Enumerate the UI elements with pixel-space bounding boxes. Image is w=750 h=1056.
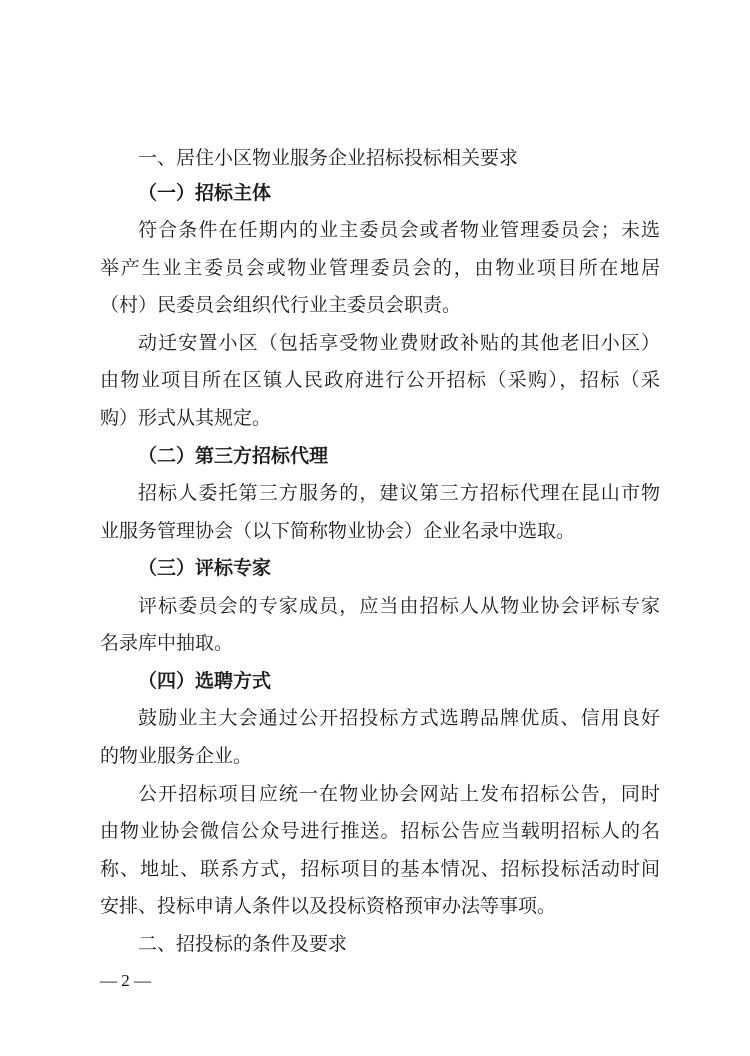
paragraph-line: 购）形式从其规定。 <box>100 407 272 429</box>
paragraph-line: 动迁安置小区（包括享受物业费财政补贴的其他老旧小区） <box>138 332 660 354</box>
subsection-heading-selection: （四）选聘方式 <box>138 670 272 692</box>
paragraph-line: 业服务管理协会（以下简称物业协会）企业名录中选取。 <box>100 520 576 542</box>
subsection-heading-experts: （三）评标专家 <box>138 557 272 579</box>
subsection-heading-bidder: （一）招标主体 <box>138 182 272 204</box>
paragraph-line: 评标委员会的专家成员，应当由招标人从物业协会评标专家 <box>138 595 660 617</box>
section-heading-1: 一、居住小区物业服务企业招标投标相关要求 <box>138 147 519 169</box>
paragraph-line: 由物业项目所在区镇人民政府进行公开招标（采购），招标（采 <box>100 369 660 391</box>
paragraph-line: 的物业服务企业。 <box>100 745 253 767</box>
paragraph-line: 符合条件在任期内的业主委员会或者物业管理委员会；未选 <box>138 219 660 241</box>
paragraph-line: 名录库中抽取。 <box>100 632 234 654</box>
paragraph-line: 招标人委托第三方服务的，建议第三方招标代理在昆山市物 <box>138 482 660 504</box>
page-number: — 2 — <box>100 971 151 990</box>
paragraph-line: 公开招标项目应统一在物业协会网站上发布招标公告，同时 <box>138 783 660 805</box>
paragraph-line: 安排、投标申请人条件以及投标资格预审办法等事项。 <box>100 895 557 917</box>
paragraph-line: 鼓励业主大会通过公开招投标方式选聘品牌优质、信用良好 <box>138 707 660 729</box>
paragraph-line: （村）民委员会组织代行业主委员会职责。 <box>100 294 462 316</box>
paragraph-line: 举产生业主委员会或物业管理委员会的，由物业项目所在地居 <box>100 257 660 279</box>
subsection-heading-agency: （二）第三方招标代理 <box>138 445 329 467</box>
paragraph-line: 由物业协会微信公众号进行推送。招标公告应当载明招标人的名 <box>100 820 660 842</box>
paragraph-line: 称、地址、联系方式，招标项目的基本情况、招标投标活动时间 <box>100 858 660 880</box>
section-heading-2: 二、招投标的条件及要求 <box>138 933 348 955</box>
